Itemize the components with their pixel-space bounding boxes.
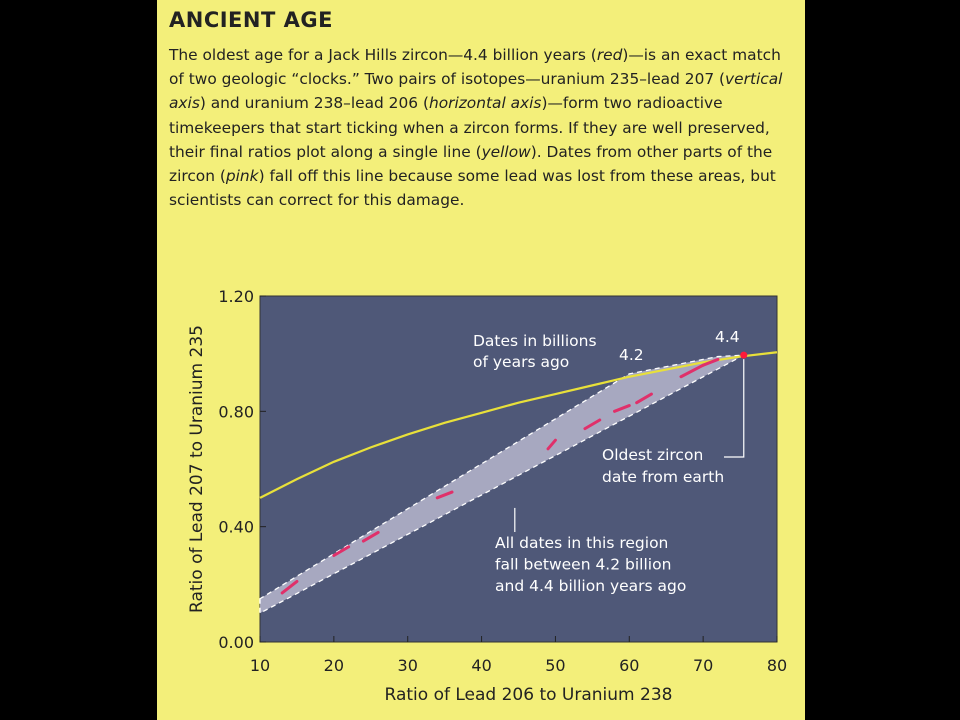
x-tick-label: 30 (397, 656, 418, 675)
dates-annotation: Dates in billions (473, 332, 597, 350)
x-tick-label: 60 (619, 656, 640, 675)
caption-text: )—is an exact match of two geologic “clocks.” Two pairs of isotopes—uranium 235–lead 207 ( (169, 46, 781, 89)
x-tick-label: 20 (323, 656, 345, 675)
oldest-zircon-annotation: date from earth (602, 468, 725, 486)
label-4-4: 4.4 (715, 328, 740, 346)
caption-italic: horizontal axis (428, 94, 542, 113)
caption-text: )—form two radioactive timekeepers that start ticking when a zircon forms. If they are well preserved, their final ratios plot along a single line ( (169, 94, 770, 161)
caption-text: ) fall off this line because some lead was lost from these areas, but scientists can correct for this damage. (169, 167, 776, 210)
x-tick-label: 70 (692, 656, 714, 675)
caption-italic: red (596, 46, 623, 64)
x-tick-label: 50 (545, 656, 566, 675)
caption-italic: vertical axis (169, 70, 783, 113)
caption-italic: yellow (481, 142, 531, 161)
caption-text: ). Dates from other parts of the zircon ( (169, 142, 773, 186)
chart (157, 0, 805, 720)
x-tick-label: 10 (249, 656, 271, 675)
oldest-zircon-point (740, 352, 747, 359)
headline: ANCIENT AGE (169, 8, 333, 32)
oldest-zircon-annotation: Oldest zircon (602, 446, 704, 464)
article-panel (157, 0, 805, 720)
y-tick-label: 0.00 (218, 633, 254, 652)
x-tick-label: 80 (766, 656, 788, 675)
x-axis-label: Ratio of Lead 206 to Uranium 238 (384, 685, 673, 705)
caption-italic: pink (225, 167, 259, 186)
x-tick-label: 40 (471, 656, 492, 675)
region-annotation: and 4.4 billion years ago (495, 577, 687, 595)
caption-text: The oldest age for a Jack Hills zircon—4.4 billion years ( (169, 46, 597, 64)
y-tick-label: 0.40 (218, 517, 254, 537)
y-axis-label: Ratio of Lead 207 to Uranium 235 (187, 325, 207, 613)
y-tick-label: 1.20 (218, 287, 254, 306)
caption-text: ) and uranium 238–lead 206 ( (199, 94, 429, 113)
label-4-2: 4.2 (619, 346, 644, 364)
region-annotation: All dates in this region (495, 534, 669, 552)
y-tick-label: 0.80 (218, 402, 254, 422)
dates-annotation: of years ago (473, 353, 570, 371)
region-annotation: fall between 4.2 billion (495, 555, 672, 574)
